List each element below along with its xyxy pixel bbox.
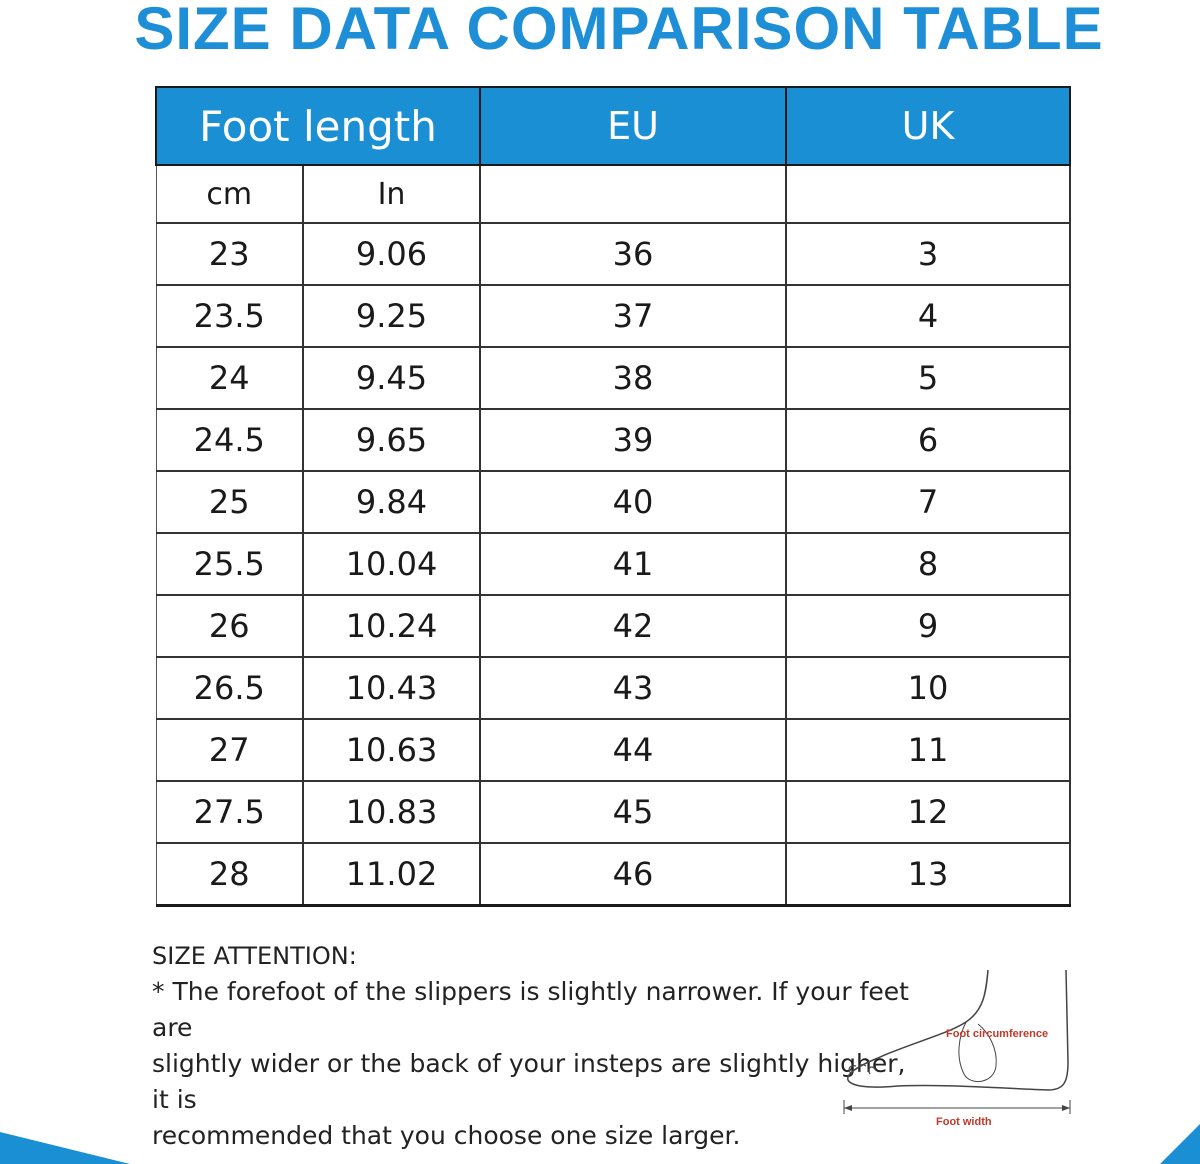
attention-line: recommended that you choose one size larger. [152, 1121, 741, 1150]
cell-eu: 39 [480, 409, 786, 471]
cell-eu: 44 [480, 719, 786, 781]
cell-eu: 43 [480, 657, 786, 719]
cell-in: 9.06 [303, 223, 480, 285]
unit-eu-empty [480, 165, 786, 223]
cell-uk: 8 [786, 533, 1070, 595]
cell-uk: 7 [786, 471, 1070, 533]
cell-in: 10.63 [303, 719, 480, 781]
cell-cm: 27.5 [156, 781, 303, 843]
cell-eu: 36 [480, 223, 786, 285]
cell-eu: 40 [480, 471, 786, 533]
cell-eu: 37 [480, 285, 786, 347]
size-attention-note [152, 938, 912, 1154]
cell-cm: 23.5 [156, 285, 303, 347]
table-row [156, 471, 1070, 533]
cell-cm: 26.5 [156, 657, 303, 719]
cell-cm: 23 [156, 223, 303, 285]
page-title: SIZE DATA COMPARISON TABLE [134, 0, 1104, 62]
cell-in: 10.04 [303, 533, 480, 595]
cell-uk: 6 [786, 409, 1070, 471]
cell-cm: 28 [156, 843, 303, 906]
corner-decoration-left [0, 1124, 130, 1164]
header-foot-length: Foot length [156, 87, 480, 165]
table-row [156, 843, 1070, 906]
cell-in: 9.84 [303, 471, 480, 533]
cell-eu: 42 [480, 595, 786, 657]
cell-in: 9.45 [303, 347, 480, 409]
foot-circumference-label: Foot circumference [946, 1028, 1049, 1040]
cell-in: 9.25 [303, 285, 480, 347]
cell-eu: 45 [480, 781, 786, 843]
foot-width-label: Foot width [936, 1116, 992, 1128]
unit-uk-empty [786, 165, 1070, 223]
cell-eu: 38 [480, 347, 786, 409]
size-comparison-table [155, 86, 1071, 907]
cell-uk: 4 [786, 285, 1070, 347]
size-table-container [155, 86, 1069, 907]
cell-cm: 24 [156, 347, 303, 409]
table-row [156, 533, 1070, 595]
cell-in: 10.43 [303, 657, 480, 719]
cell-eu: 41 [480, 533, 786, 595]
cell-uk: 12 [786, 781, 1070, 843]
table-row [156, 409, 1070, 471]
cell-uk: 11 [786, 719, 1070, 781]
attention-heading: SIZE ATTENTION: [152, 942, 357, 970]
table-row [156, 595, 1070, 657]
table-row [156, 657, 1070, 719]
cell-uk: 3 [786, 223, 1070, 285]
attention-line: * The forefoot of the slippers is slightly narrower. If your feet are [152, 977, 909, 1042]
cell-in: 9.65 [303, 409, 480, 471]
unit-cm: cm [156, 165, 303, 223]
cell-eu: 46 [480, 843, 786, 906]
cell-cm: 27 [156, 719, 303, 781]
cell-in: 11.02 [303, 843, 480, 906]
table-row [156, 223, 1070, 285]
header-uk: UK [786, 87, 1070, 165]
attention-line: slightly wider or the back of your insteps are slightly higher, it is [152, 1049, 906, 1114]
unit-in: In [303, 165, 480, 223]
foot-diagram-icon [838, 962, 1078, 1142]
cell-uk: 5 [786, 347, 1070, 409]
cell-cm: 25 [156, 471, 303, 533]
cell-in: 10.24 [303, 595, 480, 657]
cell-in: 10.83 [303, 781, 480, 843]
table-row [156, 285, 1070, 347]
table-row [156, 719, 1070, 781]
cell-uk: 13 [786, 843, 1070, 906]
cell-cm: 25.5 [156, 533, 303, 595]
cell-cm: 26 [156, 595, 303, 657]
foot-outline-icon [838, 962, 1078, 1142]
cell-cm: 24.5 [156, 409, 303, 471]
units-row [156, 165, 1070, 223]
table-row [156, 347, 1070, 409]
cell-uk: 9 [786, 595, 1070, 657]
cell-uk: 10 [786, 657, 1070, 719]
header-eu: EU [480, 87, 786, 165]
table-row [156, 781, 1070, 843]
table-header-row [156, 87, 1070, 165]
corner-decoration-right [1140, 1124, 1200, 1164]
